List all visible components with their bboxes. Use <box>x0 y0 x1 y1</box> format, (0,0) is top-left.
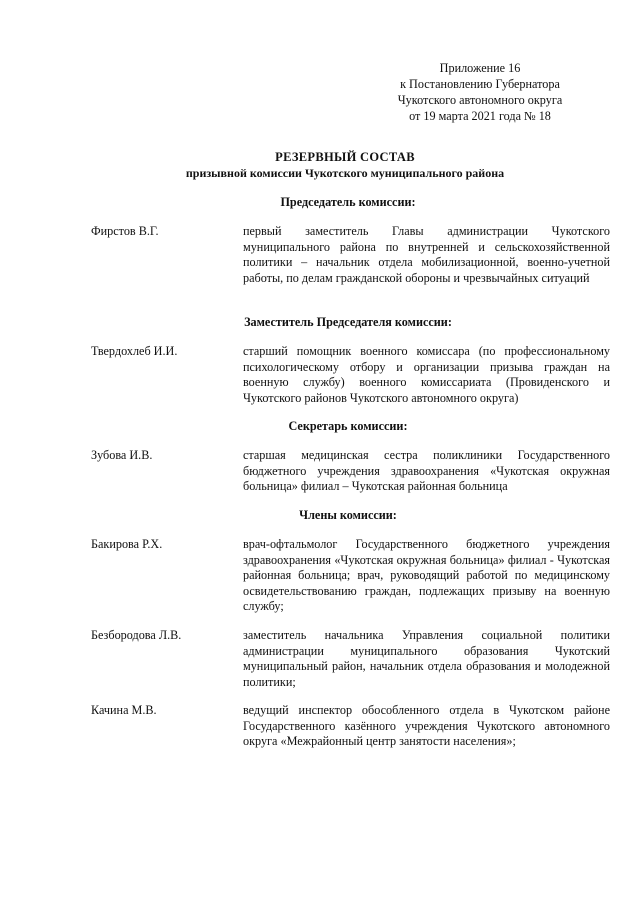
chairman-heading: Председатель комиссии: <box>280 195 416 209</box>
secretary-name: Зубова И.В. <box>91 448 153 462</box>
appendix-line-1: Приложение 16 <box>439 61 521 75</box>
chairman-name: Фирстов В.Г. <box>91 224 159 238</box>
deputy-heading: Заместитель Председателя комиссии: <box>244 315 452 329</box>
member-desc: ведущий инспектор обособленного отдела в Чукотском районе Государственного казённого учреждения Чукотского автономного округа «Межрайонный центр занятости населения»; <box>243 703 610 749</box>
deputy-name: Твердохлеб И.И. <box>91 344 178 358</box>
members-heading: Члены комиссии: <box>299 508 397 522</box>
document-title <box>80 150 610 181</box>
secretary-heading: Секретарь комиссии: <box>288 419 408 433</box>
secretary-desc: старшая медицинская сестра поликлиники Государственного бюджетного учреждения здравоохранения «Чукотская окружная больница» филиал – Чукотская районная больница <box>243 448 610 494</box>
member-name: Безбородова Л.В. <box>91 628 182 642</box>
chairman-desc: первый заместитель Главы администрации Чукотского муниципального района по внутренней и сельскохозяйственной политики – начальник отдела мобилизационной, военно-учетной работы, по делам гражданской обороны и чрезвычайных ситуаций <box>243 224 610 285</box>
appendix-line-3: Чукотского автономного округа <box>397 93 563 107</box>
appendix-header <box>380 60 580 124</box>
member-name: Качина М.В. <box>91 703 157 717</box>
title-main: РЕЗЕРВНЫЙ СОСТАВ <box>275 150 415 164</box>
appendix-line-2: к Постановлению Губернатора <box>400 77 560 91</box>
member-name: Бакирова Р.Х. <box>91 537 163 551</box>
member-desc: заместитель начальника Управления социальной политики администрации муниципального образования Чукотский муниципальный район, начальник отдела образования и молодежной политики; <box>243 628 610 689</box>
member-desc: врач-офтальмолог Государственного бюджетного учреждения здравоохранения «Чукотская окружная больница» филиал - Чукотская районная больница; врач, руководящий работой по медицинскому освидетельствованию граждан, подлежащих призыву на военную службу; <box>243 537 610 614</box>
title-sub: призывной комиссии Чукотского муниципального района <box>185 165 505 180</box>
deputy-desc: старший помощник военного комиссара (по профессиональному психологическому отбору и организации призыва граждан на военную службу) военного комиссариата (Провиденского и Чукотского районов Чукотского автономного округа) <box>243 344 610 405</box>
appendix-line-4: от 19 марта 2021 года № 18 <box>409 109 551 123</box>
